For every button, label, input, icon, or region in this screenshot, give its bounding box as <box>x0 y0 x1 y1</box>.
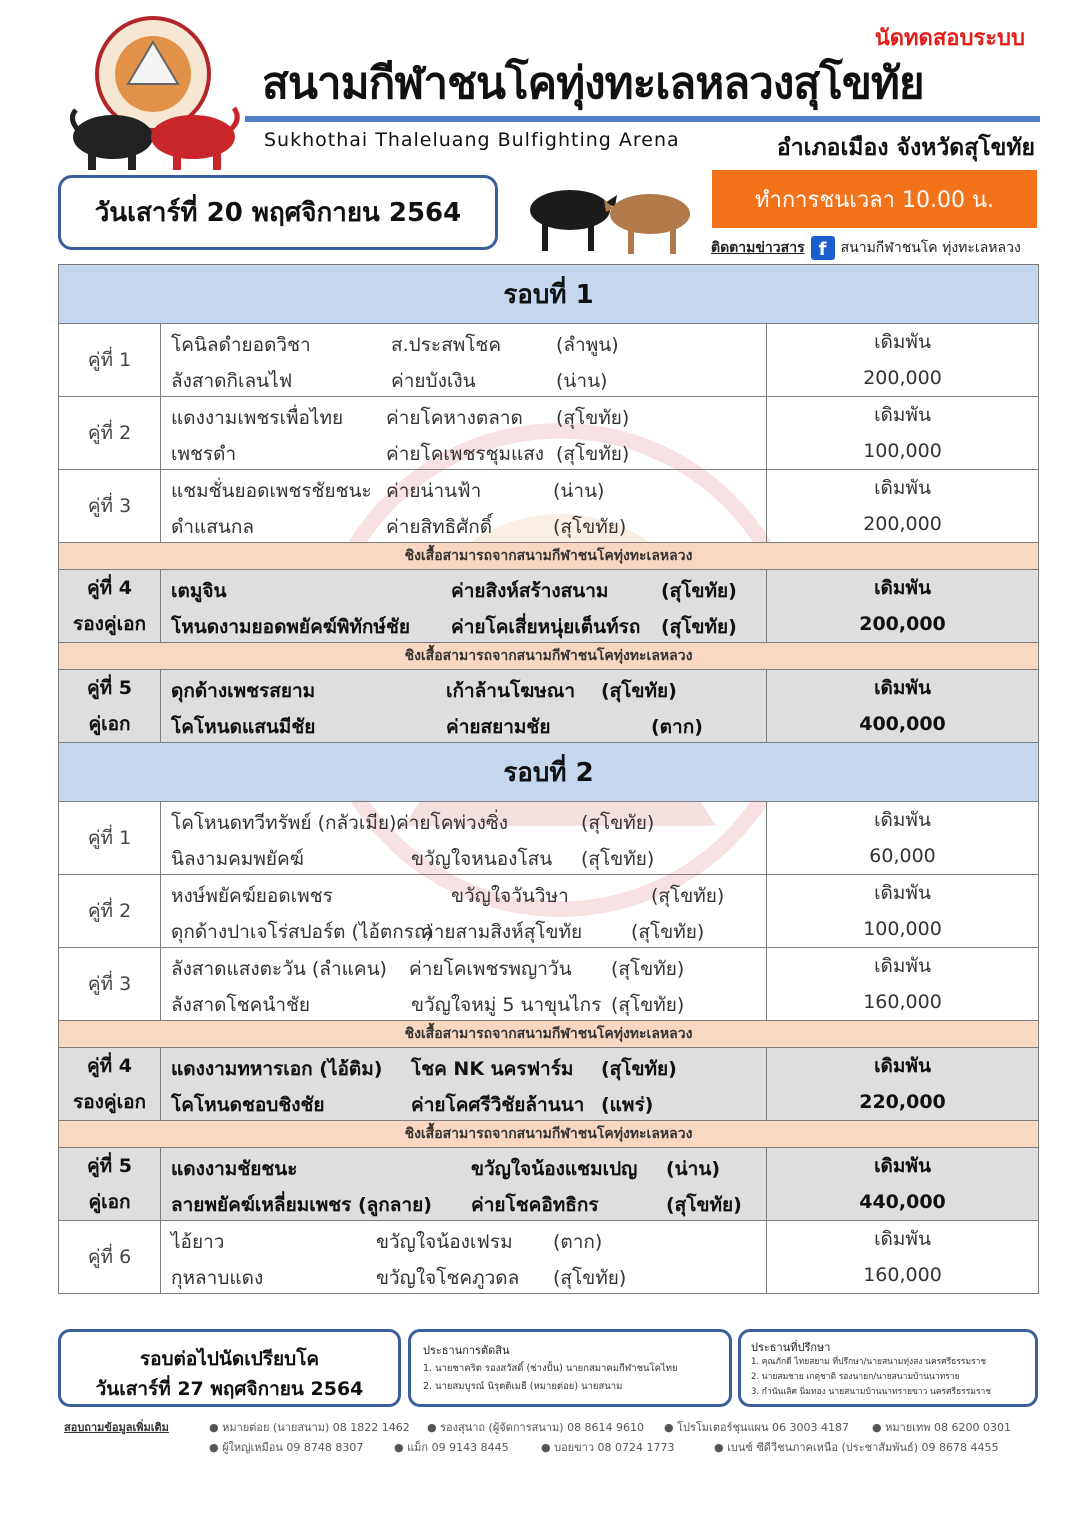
pair-label <box>59 324 161 397</box>
contact-item: ● หมายเทพ 08 6200 0301 <box>872 1421 1011 1434</box>
contestant-line <box>161 838 766 874</box>
camp-name: ค่ายสยามชัย <box>446 716 551 738</box>
bull-name: แดงงามทหารเอก (ไอ้ติม) <box>171 1058 383 1080</box>
camp-name: ค่ายโชคอิทธิกร <box>471 1194 599 1216</box>
fight-pair-row <box>59 802 1039 875</box>
province: (น่าน) <box>666 1158 721 1180</box>
advisors-box <box>738 1329 1038 1407</box>
follow-news[interactable] <box>711 236 1021 260</box>
province: (สุโขทัย) <box>553 516 627 538</box>
bet-amount: 160,000 <box>863 991 942 1013</box>
contestant-line <box>161 1257 766 1293</box>
bull-name: โคโหนดแสนมีชัย <box>171 716 316 738</box>
fight-pair-row <box>59 470 1039 543</box>
province: (สุโขทัย) <box>611 958 685 980</box>
bull-name: โคโหนดชอบชิงชัย <box>171 1094 325 1116</box>
bet-cell <box>767 1221 1039 1294</box>
bull-name: กุหลาบแดง <box>171 1267 264 1289</box>
bet-label: เดิมพัน <box>874 1155 931 1177</box>
contestant-line <box>161 948 766 984</box>
pair-number: คู่ที่ 5 <box>86 677 133 699</box>
fight-pair-row <box>59 670 1039 743</box>
bet-cell <box>767 802 1039 875</box>
bull-name: ดำแสนกล <box>171 516 254 538</box>
bet-label: เดิมพัน <box>874 404 931 426</box>
camp-name: ค่ายบังเงิน <box>391 370 476 392</box>
fight-pair-row <box>59 1048 1039 1121</box>
fighting-bulls-image <box>510 168 705 258</box>
pair-number: คู่ที่ 2 <box>87 900 132 922</box>
bet-cell <box>767 570 1039 643</box>
camp-name: ค่ายโคพ่วงซิ่ง <box>396 812 509 834</box>
contestant-line <box>161 397 766 433</box>
bull-name: แดงงามชัยชนะ <box>171 1158 298 1180</box>
bet-amount: 200,000 <box>863 513 942 535</box>
pair-label <box>59 875 161 948</box>
prize-note: ชิงเสื้อสามารถจากสนามกีฬาชนโคทุ่งทะเลหลวง <box>59 543 1039 570</box>
pair-label <box>59 1148 161 1221</box>
bet-label: เดิมพัน <box>874 1228 931 1250</box>
fight-pair-row <box>59 397 1039 470</box>
bet-cell <box>767 470 1039 543</box>
contestant-line <box>161 1221 766 1257</box>
test-tag: นัดทดสอบระบบ <box>874 26 1025 51</box>
bull-name: หงษ์พยัคฆ์ยอดเพชร <box>171 885 333 907</box>
bet-amount: 100,000 <box>863 918 942 940</box>
bet-amount: 400,000 <box>859 713 946 735</box>
fight-pair-row <box>59 1221 1039 1294</box>
district-label: อำเภอเมือง จังหวัดสุโขทัย <box>776 135 1035 161</box>
province: (สุโขทัย) <box>611 994 685 1016</box>
contestant-line <box>161 570 766 606</box>
fight-pair-row <box>59 948 1039 1021</box>
bet-label: เดิมพัน <box>874 477 931 499</box>
round-title: รอบที่ 2 <box>59 743 1039 802</box>
bet-label: เดิมพัน <box>874 577 931 599</box>
pair-contestants <box>161 948 767 1021</box>
province: (สุโขทัย) <box>553 1267 627 1289</box>
bet-label: เดิมพัน <box>874 809 931 831</box>
pair-contestants <box>161 570 767 643</box>
pair-number: คู่ที่ 3 <box>87 495 132 517</box>
prize-note-row <box>59 1021 1039 1048</box>
camp-name: โชค NK นครฟาร์ม <box>411 1058 574 1080</box>
facebook-icon[interactable]: f <box>811 236 835 260</box>
pair-number: คู่ที่ 2 <box>87 422 132 444</box>
bet-amount: 200,000 <box>859 613 946 635</box>
judge-line: 2. นายสมบูรณ์ นิรุตติเมธี (หมายต่อย) นายสนาม <box>423 1381 623 1392</box>
province: (สุโขทัย) <box>601 680 677 702</box>
camp-name: ขวัญใจน้องแชมเปญ <box>471 1158 638 1180</box>
round-header <box>59 265 1039 324</box>
next-event-title: รอบต่อไปนัดเปรียบโค <box>139 1348 320 1370</box>
pair-label <box>59 1221 161 1294</box>
contestant-line <box>161 506 766 542</box>
province: (ตาก) <box>553 1231 603 1253</box>
pair-label <box>59 470 161 543</box>
pair-label <box>59 802 161 875</box>
pair-contestants <box>161 1148 767 1221</box>
pair-contestants <box>161 875 767 948</box>
follow-label[interactable]: ติดตามข่าวสาร <box>711 240 805 256</box>
prize-note: ชิงเสื้อสามารถจากสนามกีฬาชนโคทุ่งทะเลหลวง <box>59 1021 1039 1048</box>
pair-contestants <box>161 802 767 875</box>
bull-name: โคนิลดำยอดวิชา <box>171 334 311 356</box>
contact-label: สอบถามข้อมูลเพิ่มเติม <box>64 1421 169 1434</box>
bull-name: ดุกด้างปาเจโร่สปอร์ต (ไอ้ตกรถ) <box>171 921 433 943</box>
pair-label <box>59 948 161 1021</box>
contacts <box>64 1418 1044 1458</box>
contact-item: ● แม็ก 09 9143 8445 <box>394 1441 509 1454</box>
prize-note: ชิงเสื้อสามารถจากสนามกีฬาชนโคทุ่งทะเลหลวง <box>59 643 1039 670</box>
fight-pair-row <box>59 570 1039 643</box>
province: (ตาก) <box>651 716 703 738</box>
bet-amount: 220,000 <box>859 1091 946 1113</box>
province: (สุโขทัย) <box>581 848 655 870</box>
bull-name: นิลงามคมพยัคฆ์ <box>171 848 304 870</box>
bull-name: แดงงามเพชรเพื่อไทย <box>171 407 344 429</box>
camp-name: ค่ายสิทธิศักดิ์ <box>386 516 493 538</box>
advisor-line: 2. นายสมชาย เกตุชาติ รองนายก/นายสนามบ้านนาทราย <box>751 1372 960 1382</box>
bull-name: โคโหนดทวีทรัพย์ (กลัวเมีย) <box>171 812 397 834</box>
contestant-line <box>161 984 766 1020</box>
pair-rank: คู่เอก <box>88 713 131 735</box>
contestant-line <box>161 1148 766 1184</box>
contact-item: ● โปรโมเตอร์ชุนแผน 06 3003 4187 <box>664 1421 849 1434</box>
prize-note-row <box>59 643 1039 670</box>
pair-number: คู่ที่ 1 <box>87 827 132 849</box>
camp-name: ค่ายโคเพชรชุมแสง <box>386 443 545 465</box>
contestant-line <box>161 911 766 947</box>
title-underline <box>245 116 1040 122</box>
contestant-line <box>161 360 766 396</box>
contestant-line <box>161 433 766 469</box>
bet-label: เดิมพัน <box>874 1055 931 1077</box>
province: (สุโขทัย) <box>556 443 630 465</box>
province: (สุโขทัย) <box>631 921 705 943</box>
contestant-line <box>161 1184 766 1220</box>
bull-name: ลังสาดกิเลนไฟ <box>171 370 293 392</box>
contact-item: ● หมายต่อย (นายสนาม) 08 1822 1462 <box>209 1421 410 1434</box>
bull-name: ดุกด้างเพชรสยาม <box>171 680 316 702</box>
judges-title: ประธานการตัดสิน <box>423 1344 510 1357</box>
camp-name: ค่ายน่านฟ้า <box>386 480 482 502</box>
province: (น่าน) <box>556 370 608 392</box>
bet-cell <box>767 875 1039 948</box>
bull-name: เพชรดำ <box>171 443 237 465</box>
fight-pair-row <box>59 324 1039 397</box>
camp-name: ส.ประสพโชค <box>391 334 502 356</box>
bet-cell <box>767 397 1039 470</box>
pair-rank: รองคู่เอก <box>72 1091 146 1113</box>
bet-label: เดิมพัน <box>874 331 931 353</box>
bet-amount: 60,000 <box>869 845 936 867</box>
contestant-line <box>161 324 766 360</box>
contact-item: ● เบนซ์ ซีดีวีชนภาคเหนือ (ประชาสัมพันธ์) 09 8678 4455 <box>714 1441 999 1454</box>
bet-cell <box>767 1148 1039 1221</box>
bull-name: ลังสาดโชคนำชัย <box>171 994 311 1016</box>
bull-name: แชมชั่นยอดเพชรชัยชนะ <box>171 480 372 502</box>
pair-contestants <box>161 670 767 743</box>
contestant-line <box>161 706 766 742</box>
camp-name: ขวัญใจวันวิษา <box>451 885 569 907</box>
pair-label <box>59 397 161 470</box>
pair-number: คู่ที่ 3 <box>87 973 132 995</box>
facebook-page-name[interactable]: สนามกีฬาชนโค ทุ่งทะเลหลวง <box>840 240 1021 256</box>
event-date: วันเสาร์ที่ 20 พฤศจิกายน 2564 <box>58 175 498 250</box>
pair-number: คู่ที่ 4 <box>86 1055 133 1077</box>
round-header <box>59 743 1039 802</box>
camp-name: ค่ายโคหางตลาด <box>386 407 523 429</box>
judges-box <box>408 1329 732 1407</box>
bet-cell <box>767 324 1039 397</box>
province: (ลำพูน) <box>556 334 619 356</box>
camp-name: ค่ายสามสิงห์สุโขทัย <box>421 921 583 943</box>
province: (แพร่) <box>601 1094 654 1116</box>
prize-note-row <box>59 1121 1039 1148</box>
prize-note: ชิงเสื้อสามารถจากสนามกีฬาชนโคทุ่งทะเลหลวง <box>59 1121 1039 1148</box>
pair-label <box>59 1048 161 1121</box>
bet-amount: 200,000 <box>863 367 942 389</box>
province: (สุโขทัย) <box>661 580 737 602</box>
arena-logo <box>58 12 248 172</box>
contestant-line <box>161 670 766 706</box>
pair-contestants <box>161 397 767 470</box>
pair-label <box>59 570 161 643</box>
advisors-title: ประธานที่ปรึกษา <box>751 1341 831 1354</box>
bet-amount: 160,000 <box>863 1264 942 1286</box>
bull-name: โหนดงามยอดพยัคฆ์พิทักษ์ชัย <box>171 616 410 638</box>
camp-name: ขวัญใจโชคภูวดล <box>376 1267 520 1289</box>
bet-amount: 440,000 <box>859 1191 946 1213</box>
contact-item: ● ผู้ใหญ่เหมือน 09 8748 8307 <box>209 1441 364 1454</box>
province: (สุโขทัย) <box>581 812 655 834</box>
fight-pair-row <box>59 875 1039 948</box>
camp-name: ขวัญใจหนองโสน <box>411 848 553 870</box>
province: (สุโขทัย) <box>556 407 630 429</box>
contestant-line <box>161 875 766 911</box>
advisor-line: 1. คุณภักดี ไทยสยาม ที่ปรึกษา/นายสนามทุ่งสง นครศรีธรรมราช <box>751 1357 987 1367</box>
bull-name: ลังสาดแสงตะวัน (ลำแคน) <box>171 958 387 980</box>
bet-label: เดิมพัน <box>874 955 931 977</box>
pair-number: คู่ที่ 6 <box>87 1246 132 1268</box>
province: (สุโขทัย) <box>601 1058 677 1080</box>
page-subtitle: Sukhothai Thaleluang Bulfighting Arena <box>264 129 680 151</box>
fight-schedule-table <box>58 264 1039 1294</box>
bet-label: เดิมพัน <box>874 882 931 904</box>
bull-name: ไอ้ยาว <box>171 1231 225 1253</box>
bet-cell <box>767 1048 1039 1121</box>
camp-name: ค่ายโคเพชรพญาวัน <box>409 958 572 980</box>
next-event-box <box>58 1329 401 1407</box>
contestant-line <box>161 1084 766 1120</box>
camp-name: ค่ายโคเสี่ยหนุ่ยเต็นท์รถ <box>451 616 641 638</box>
pair-contestants <box>161 1221 767 1294</box>
contestant-line <box>161 1048 766 1084</box>
bull-name: เตมูจิน <box>171 580 227 602</box>
page-title: สนามกีฬาชนโคทุ่งทะเลหลวงสุโขทัย <box>262 58 924 109</box>
pair-number: คู่ที่ 4 <box>86 577 133 599</box>
pair-label <box>59 670 161 743</box>
contestant-line <box>161 470 766 506</box>
camp-name: ขวัญใจน้องเฟรม <box>376 1231 513 1253</box>
pair-number: คู่ที่ 1 <box>87 349 132 371</box>
province: (สุโขทัย) <box>661 616 737 638</box>
camp-name: เก้าล้านโฆษณา <box>446 680 576 702</box>
advisor-line: 3. กำนันเลิศ นิ่มทอง นายสนามบ้านนาทรายขาว นครศรีธรรมราช <box>751 1387 992 1397</box>
prize-note-row <box>59 543 1039 570</box>
bull-name: ลายพยัคฆ์เหลี่ยมเพชร (ลูกลาย) <box>171 1194 432 1216</box>
province: (สุโขทัย) <box>651 885 725 907</box>
fight-time: ทำการชนเวลา 10.00 น. <box>712 170 1037 228</box>
pair-rank: คู่เอก <box>88 1191 131 1213</box>
bet-label: เดิมพัน <box>874 677 931 699</box>
contestant-line <box>161 606 766 642</box>
judge-line: 1. นายชาคริต รองสวัสดิ์ (ช่างปั้น) นายกสมาคมกีฬาชนโคไทย <box>423 1363 678 1374</box>
round-title: รอบที่ 1 <box>59 265 1039 324</box>
camp-name: ขวัญใจหมู่ 5 นาขุนไกร <box>411 994 602 1016</box>
contact-item: ● บอยขาว 08 0724 1773 <box>541 1441 675 1454</box>
pair-number: คู่ที่ 5 <box>86 1155 133 1177</box>
camp-name: ค่ายสิงห์สร้างสนาม <box>451 580 609 602</box>
camp-name: ค่ายโคศรีวิชัยล้านนา <box>411 1094 585 1116</box>
bet-cell <box>767 670 1039 743</box>
province: (สุโขทัย) <box>666 1194 742 1216</box>
bet-amount: 100,000 <box>863 440 942 462</box>
next-event-date: วันเสาร์ที่ 27 พฤศจิกายน 2564 <box>95 1378 364 1400</box>
fight-pair-row <box>59 1148 1039 1221</box>
pair-contestants <box>161 324 767 397</box>
contact-item: ● รองสุนาถ (ผู้จัดการสนาม) 08 8614 9610 <box>427 1421 645 1434</box>
pair-contestants <box>161 470 767 543</box>
pair-contestants <box>161 1048 767 1121</box>
province: (น่าน) <box>553 480 605 502</box>
contestant-line <box>161 802 766 838</box>
pair-rank: รองคู่เอก <box>72 613 146 635</box>
bet-cell <box>767 948 1039 1021</box>
